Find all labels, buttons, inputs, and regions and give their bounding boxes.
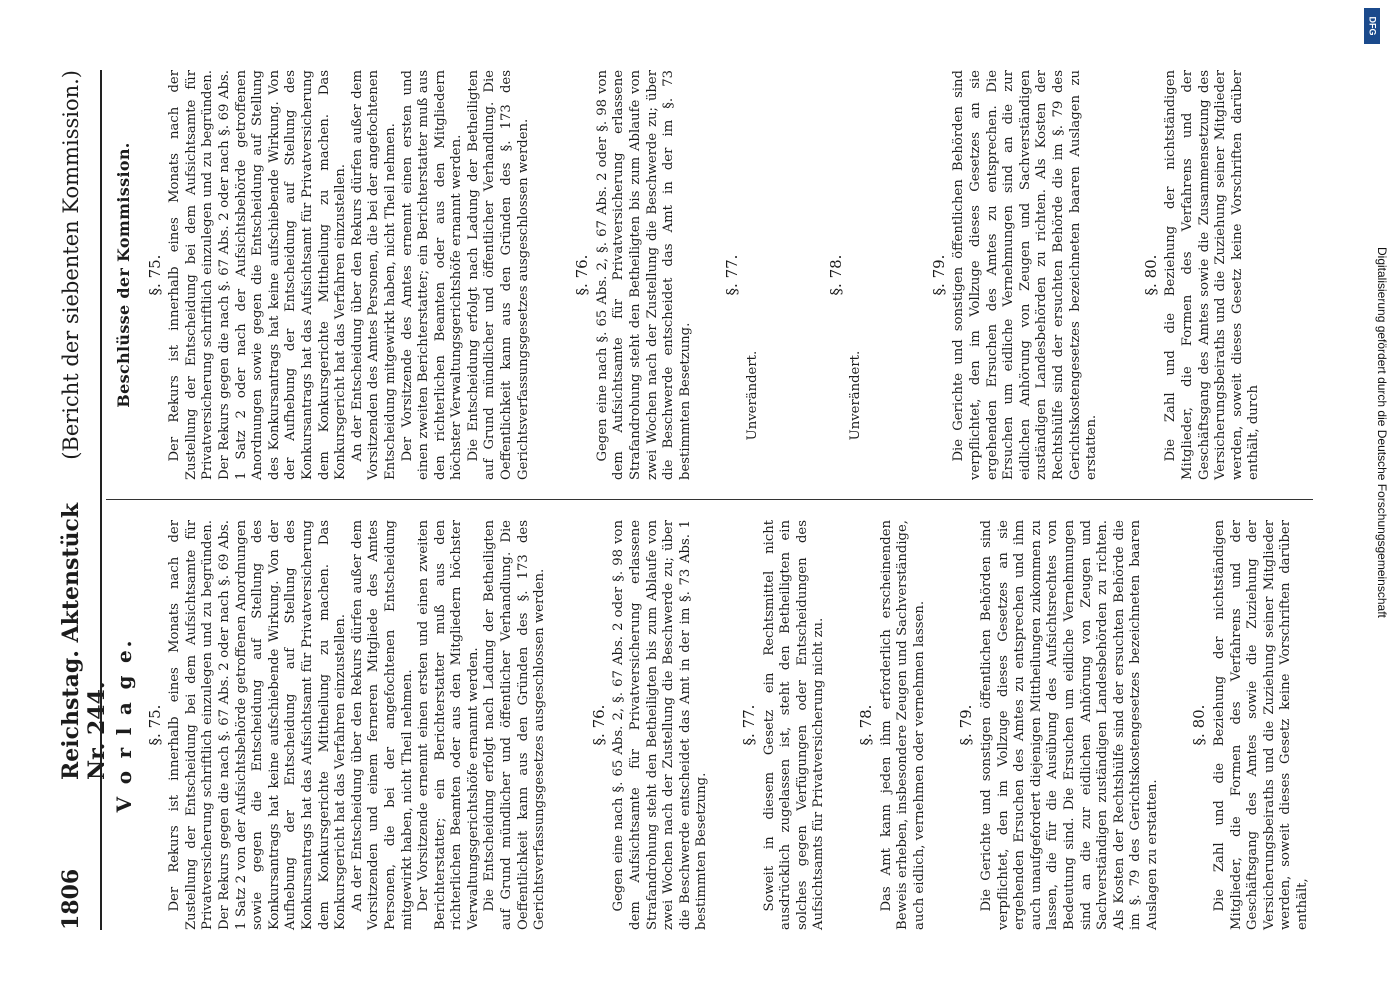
digitization-notice — [1362, 0, 1389, 1000]
column-beschluesse — [112, 70, 1263, 480]
paragraph: Die Entscheidung erfolgt nach Ladung der Betheiligten auf Grund mündlicher und öffentlicher Verhandlung. Die Oeffentlichkeit kann aus den Gründen des §. 173 des Gerichtsverfassungsgesetzes ausgeschlossen werden. — [465, 70, 531, 480]
page-header — [58, 70, 110, 930]
paragraph: Die Entscheidung erfolgt nach Ladung der Betheiligten auf Grund mündlicher und öffentlicher Verhandlung. Die Oeffentlichkeit kann aus den Gründen des §. 173 des Gerichtsverfassungsgesetzes ausgeschlossen werden. — [482, 520, 548, 930]
section-title: §. 77. — [740, 704, 758, 746]
column-vorlage — [112, 520, 1312, 930]
unchanged-note: Unverändert. — [848, 350, 864, 441]
paragraph: Gegen eine nach §. 65 Abs. 2, §. 67 Abs. 2 oder §. 98 von dem Aufsichtsamte für Privatversicherung erlassene Strafandrohung steht den Betheiligten bis zum Ablaufe von zwei Wochen nach der Zustellung die Beschwerde zu; über die Beschwerde entscheidet das Amt in der im §. 73 bestimmten Besetzung. — [594, 70, 693, 480]
unchanged-note: Unverändert. — [745, 350, 760, 441]
paragraph: Der Vorsitzende des Amtes ernennt einen ersten und einen zweiten Berichterstatter; ein Berichterstatter muß aus den richterlichen Beamten oder aus den Mitgliedern höchster Verwaltungsgerichtshöfe ernannt werden. — [399, 70, 465, 480]
section-title: §. 75. — [145, 254, 164, 296]
column-heading-vorlage: V o r l a g e. — [112, 637, 136, 813]
paragraph: Die Zahl und die Beziehung der nichtständigen Mitglieder, die Formen des Verfahrens und der Geschäftsgang des Amtes sowie die Zusammensetzung des Versicherungsbeiraths und die Zuziehung seiner Mitglieder werden, soweit dieses Gesetz keine Vorschriften darüber enthält, durch — [1163, 70, 1262, 480]
paragraph: Die Gerichte und sonstigen öffentlichen Behörden sind verpflichtet, den im Vollzuge dieses Gesetzes an sie ergehenden Ersuchen des Amtes zu entsprechen. Die Ersuchen um eidliche Vernehmungen sind an die zur eidlichen Anhörung von Zeugen und Sachverständigen zuständigen Landesbehörden zu richten. Als Kosten der Rechtshülfe sind der ersuchten Behörde die im §. 79 des Gerichtskostengesetzes bezeichneten baaren Auslagen zu erstatten. — [951, 70, 1100, 480]
header-rule — [100, 70, 102, 930]
section-title: §. 79. — [929, 254, 948, 296]
section-title: §. 80. — [1190, 704, 1209, 746]
section-title: §. 76. — [589, 704, 608, 746]
column-heading-beschluesse: Beschlüsse der Kommission. — [114, 142, 133, 408]
paragraph: Die Zahl und die Beziehung der nichtständigen Mitglieder, die Formen des Verfahrens und der Geschäftsgang des Amtes sowie die Zuziehung der Versicherungsbeiraths und die Zuziehung seiner Mitglieder werden, soweit dieses Gesetz keine Vorschriften darüber enthält, — [1212, 520, 1311, 930]
paragraph: Gegen eine nach §. 65 Abs. 2, §. 67 Abs. 2 oder §. 98 von dem Aufsichtsamte für Privatversicherung erlassene Strafandrohung steht den Betheiligten bis zum Ablaufe von zwei Wochen nach der Zustellung die Beschwerde zu; über die Beschwerde entscheidet das Amt in der im §. 73 Abs. 1 bestimmten Besetzung. — [611, 520, 710, 930]
paragraph: Das Amt kann jeden ihm erforderlich erscheinenden Beweis erheben, insbesondere Zeugen und Sachverständige, auch eidlich, vernehmen oder vernehmen lassen. — [878, 520, 927, 930]
digitization-notice-text: Digitalisierung gefördert durch die Deutsche Forschungsgemeinschaft — [1375, 247, 1389, 618]
dfg-logo: DFG — [1364, 8, 1380, 44]
section-title: §. 79. — [957, 704, 976, 746]
paragraph: Der Vorsitzende ernennt einen ersten und einen zweiten Berichterstatter; ein Berichterstatter muß aus den richterlichen Beamten oder aus den Mitgliedern höchster Verwaltungsgerichtshöfe ernannt werden. — [416, 520, 481, 930]
section-title: §. 76. — [573, 254, 592, 296]
paragraph: Die Gerichte und sonstigen öffentlichen Behörden sind verpflichtet, den im Vollzuge dieses Gesetzes an sie ergehenden Ersuchen des Amtes zu entsprechen und ihm auch unaufgefordert diejenigen Mittheilungen zukommen zu lassen, die für die Ausübung des Aufsichtsrechtes von Bedeutung sind. Die Ersuchen um eidliche Vernehmungen sind an die zur eidlichen Anhörung von Zeugen und Sachverständigen zuständigen Landesbehörden zu richten. Als Kosten der Rechtshülfe sind der ersuchten Behörde die im §. 79 des Gerichtskostengesetzes bezeichneten baaren Auslagen zu erstatten. — [978, 520, 1160, 930]
section-title: §. 78. — [826, 254, 845, 296]
section-title: §. 77. — [723, 254, 742, 296]
page-number: 1806 — [58, 868, 84, 930]
paragraph: An der Entscheidung über den Rekurs dürfen außer dem Vorsitzenden und einem ferneren Mitgliede des Amtes Personen, die bei der angefochtenen Entscheidung mitgewirkt haben, nicht Theil nehmen. — [349, 520, 415, 930]
document-subtitle: (Bericht der siebenten Kommission.) — [59, 70, 83, 460]
paragraph: Soweit in diesem Gesetz ein Rechtsmittel nicht ausdrücklich zugelassen ist, steht den Betheiligten ein solches gegen Verfügungen oder Entscheidungen des Aufsichtsamts für Privatversicherung nicht zu. — [761, 520, 827, 930]
paragraph: Der Rekurs ist innerhalb eines Monats nach der Zustellung der Entscheidung bei dem Aufsichtsamte für Privatversicherung schriftlich einzulegen und zu begründen. Der Rekurs gegen die nach §. 67 Abs. 2 oder nach §. 69 Abs. 1 Satz 2 von der Aufsichtsbehörde getroffenen Anordnungen sowie gegen die Entscheidung auf Stellung des Konkursantrags hat keine aufschiebende Wirkung. Von der Aufhebung der Entscheidung auf Stellung des Konkursantrags hat das Aufsichtsamt für Privatversicherung dem Konkursgerichte Mittheilung zu machen. Das Konkursgericht hat das Verfahren einzustellen. — [167, 520, 349, 930]
paragraph: Der Rekurs ist innerhalb eines Monats nach der Zustellung der Entscheidung bei dem Aufsichtsamte für Privatversicherung schriftlich einzulegen und zu begründen. Der Rekurs gegen die nach §. 67 Abs. 2 oder nach §. 69 Abs. 1 Satz 2 oder nach der Aufsichtsbehörde getroffenen Anordnungen sowie gegen die Entscheidung auf Stellung des Konkursantrags hat keine aufschiebende Wirkung. Von der Aufhebung der Entscheidung auf Stellung des Konkursantrags hat das Aufsichtsamt für Privatversicherung dem Konkursgerichte Mittheilung zu machen. Das Konkursgericht hat das Verfahren einzustellen. — [167, 70, 349, 480]
section-title: §. 78. — [856, 704, 875, 746]
document-title: Reichstag. Aktenstück Nr. 244. — [58, 502, 110, 780]
section-title: §. 75. — [145, 704, 164, 746]
paragraph: An der Entscheidung über den Rekurs dürfen außer dem Vorsitzenden des Amtes Personen, die bei der angefochtenen Entscheidung mitgewirkt haben, nicht Theil nehmen. — [349, 70, 398, 480]
column-divider — [106, 499, 1313, 500]
section-title: §. 80. — [1141, 254, 1160, 296]
